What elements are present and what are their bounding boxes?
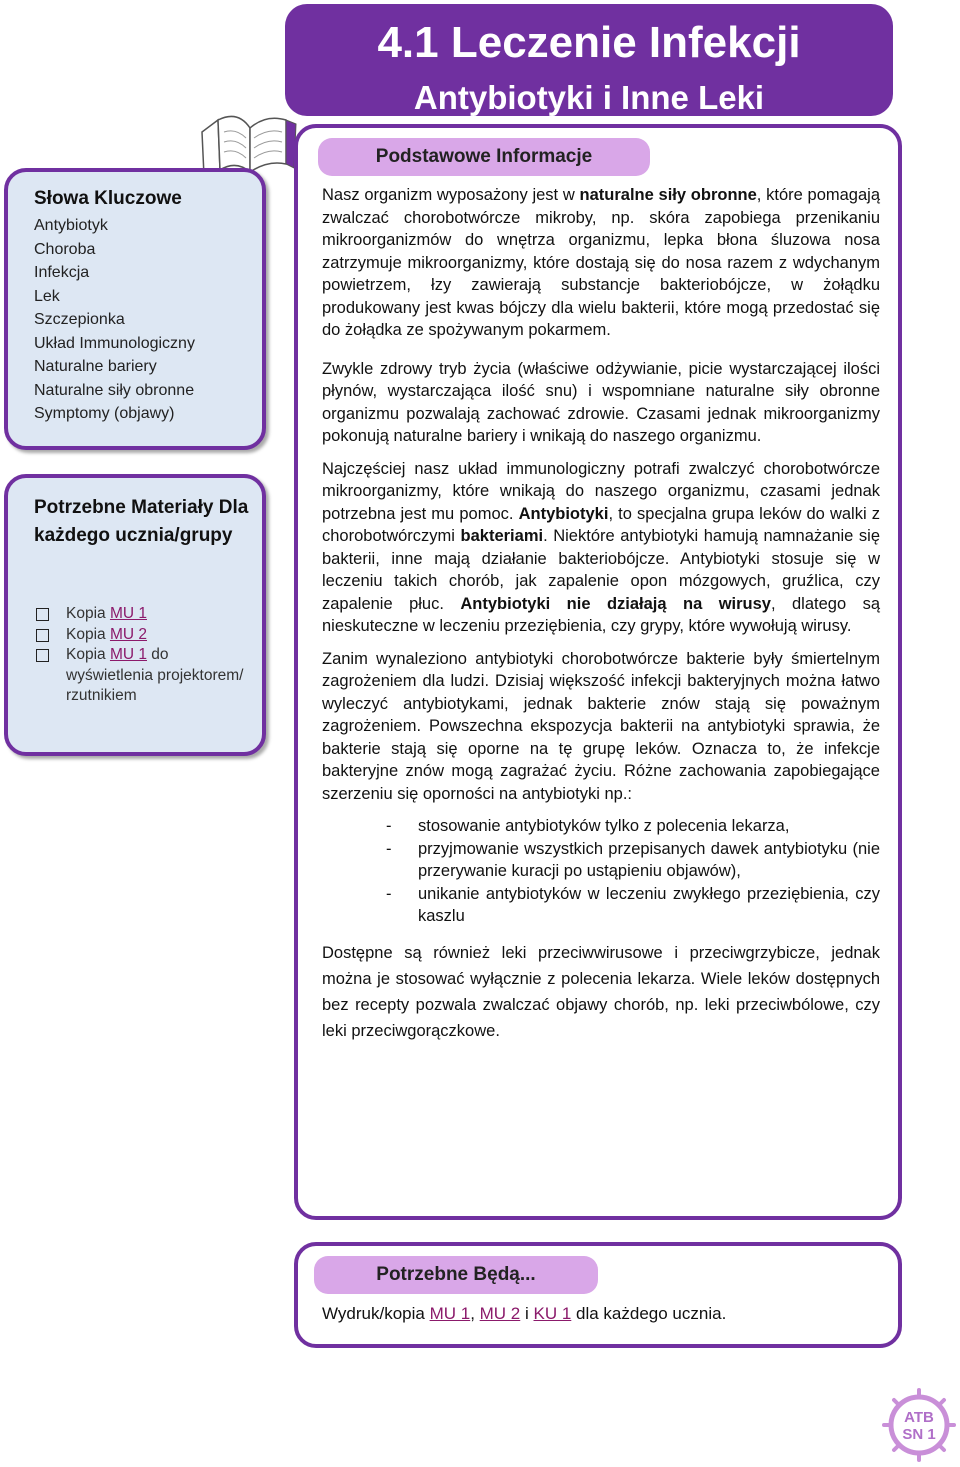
materials-item: Kopia MU 1 [34, 604, 254, 625]
section-heading: Podstawowe Informacje [318, 138, 650, 176]
page-subtitle: Antybiotyki i Inne Leki [413, 79, 765, 116]
needed-text: Wydruk/kopia MU 1, MU 2 i KU 1 dla każdego ucznia. [322, 1304, 727, 1323]
main-info-box [294, 124, 902, 1220]
mu1-link[interactable]: MU 1 [109, 646, 147, 663]
list-item: - stosowanie antybiotyków tylko z polecenia lekarza, [386, 817, 790, 835]
paragraph: Dostępne są również leki przeciwwirusowe i przeciwgrzybicze, jednak można je stosować wyłącznie z polecenia lekarza. Wiele leków dostępnych bez recepty pozwala zwalczać objawy chorób, np. leki przeciwbólowe, czy leki przeciwgorączkowe. [322, 943, 880, 1040]
paragraph: Najczęściej nasz układ immunologiczny potrafi zwalczyć chorobotwórcze mikroorganizmy, które wnikają do naszego organizmu, czasami jednak potrzebna jest mu pomoc. Antybiotyki, to specjalna grupa leków do walki z chorobotwórczymi bakteriami. Niektóre antybiotyki hamują namnażanie się bakterii, inne mają działanie bakteriobójcze. Antybiotyki stosuje się w leczeniu takich chorób, jak zapalenie opon mózgowych, gruźlica, czy zapalenie płuc. Antybiotyki nie działają na wirusy, dlatego są nieskuteczne w leczeniu przeziębienia, czy grypy, które wywołują wirusy. [322, 459, 881, 635]
keyword-item: Układ Immunologiczny [34, 334, 195, 352]
checkbox[interactable] [36, 608, 49, 621]
checkbox[interactable] [36, 629, 49, 642]
checkbox[interactable] [36, 649, 49, 662]
main-content [322, 184, 880, 1054]
keywords-list [34, 214, 195, 426]
logo-line1: ATB [904, 1409, 934, 1426]
needed-heading: Potrzebne Będą... [314, 1256, 598, 1294]
paragraph: Zwykle zdrowy tryb życia (właściwe odżywianie, picie wystarczającej ilości płynów, wystarczająca ilość snu) i wspomniane naturalne siły obronne organizmu pozwalają zachować zdrowie. Czasami jednak mikroorganizmy pokonują naturalne bariery i wnikają do naszego organizmu. [322, 359, 880, 445]
keyword-item: Symptomy (objawy) [34, 405, 175, 422]
materials-item: Kopia MU 2 [34, 625, 254, 646]
needed-box [294, 1242, 902, 1348]
materials-box [4, 474, 266, 756]
keyword-item: Antybiotyk [34, 217, 108, 234]
page-title: 4.1 Leczenie Infekcji [377, 18, 801, 67]
ku1-link[interactable]: KU 1 [533, 1304, 572, 1323]
list-item: - unikanie antybiotyków w leczeniu zwykłego przeziębienia, czy kaszlu [386, 884, 880, 925]
keyword-item: Infekcja [34, 264, 90, 281]
paragraph: Zanim wynaleziono antybiotyki chorobotwórcze bakterie były śmiertelnym zagrożeniem dla ludzi. Dzisiaj większość infekcji bakteryjnych można łatwo wyleczyć antybiotykami, jednak bakterie znów stają się poważnym zagrożeniem. Powszechna ekspozycja bakterii na antybiotyki sprawia, że bakterie stają się oporne na tę grupę leków. Oznacza to, że infekcje bakteryjne znów mogą zagrażać życiu. Różne zachowania zapobiegające szerzeniu się oporności na antybiotyki np.: [322, 649, 880, 803]
list-item: - przyjmowanie wszystkich przepisanych dawek antybiotyku (nie przerywanie kuracji po ustąpieniu objawów), [386, 839, 880, 880]
keyword-item: Choroba [34, 240, 96, 258]
mu1-link[interactable]: MU 1 [429, 1304, 471, 1323]
keyword-item: Naturalne siły obronne [34, 381, 195, 399]
paragraph: Nasz organizm wyposażony jest w naturalne siły obronne, które pomagają zwalczać chorobotwórcze mikroby, np. skóra zapobiega przenikaniu mikroorganizmów do wnętrza organizmu, lepka błona śluzowa nosa zatrzymuje mikroorganizmy, które dostają się do nosa razem z wdychanym powietrzem, łzy zawierają substancje bakteriobójcze, w żołądku produkowany jest kwas bójczy dla wielu bakterii, które mogą przedostać się do żołądka ze spożywanym pokarmem. [322, 186, 881, 339]
keywords-title: Słowa Kluczowe [34, 188, 182, 209]
mu1-link[interactable]: MU 1 [109, 605, 147, 622]
keyword-item: Naturalne bariery [34, 358, 157, 375]
materials-item: Kopia MU 1 do wyświetlenia projektorem/ rzutnikiem [34, 645, 254, 707]
mu2-link[interactable]: MU 2 [109, 625, 147, 643]
keyword-item: Szczepionka [34, 311, 125, 328]
keywords-box [4, 168, 266, 450]
mu2-link[interactable]: MU 2 [479, 1304, 521, 1323]
keyword-item: Lek [34, 287, 60, 305]
materials-title: Potrzebne Materiały Dla każdego ucznia/grupy [34, 497, 249, 546]
atb-logo [882, 1388, 956, 1462]
bullet-list [322, 815, 880, 928]
logo-line2: SN 1 [902, 1426, 936, 1443]
materials-list [34, 604, 254, 707]
page-header [285, 4, 893, 116]
